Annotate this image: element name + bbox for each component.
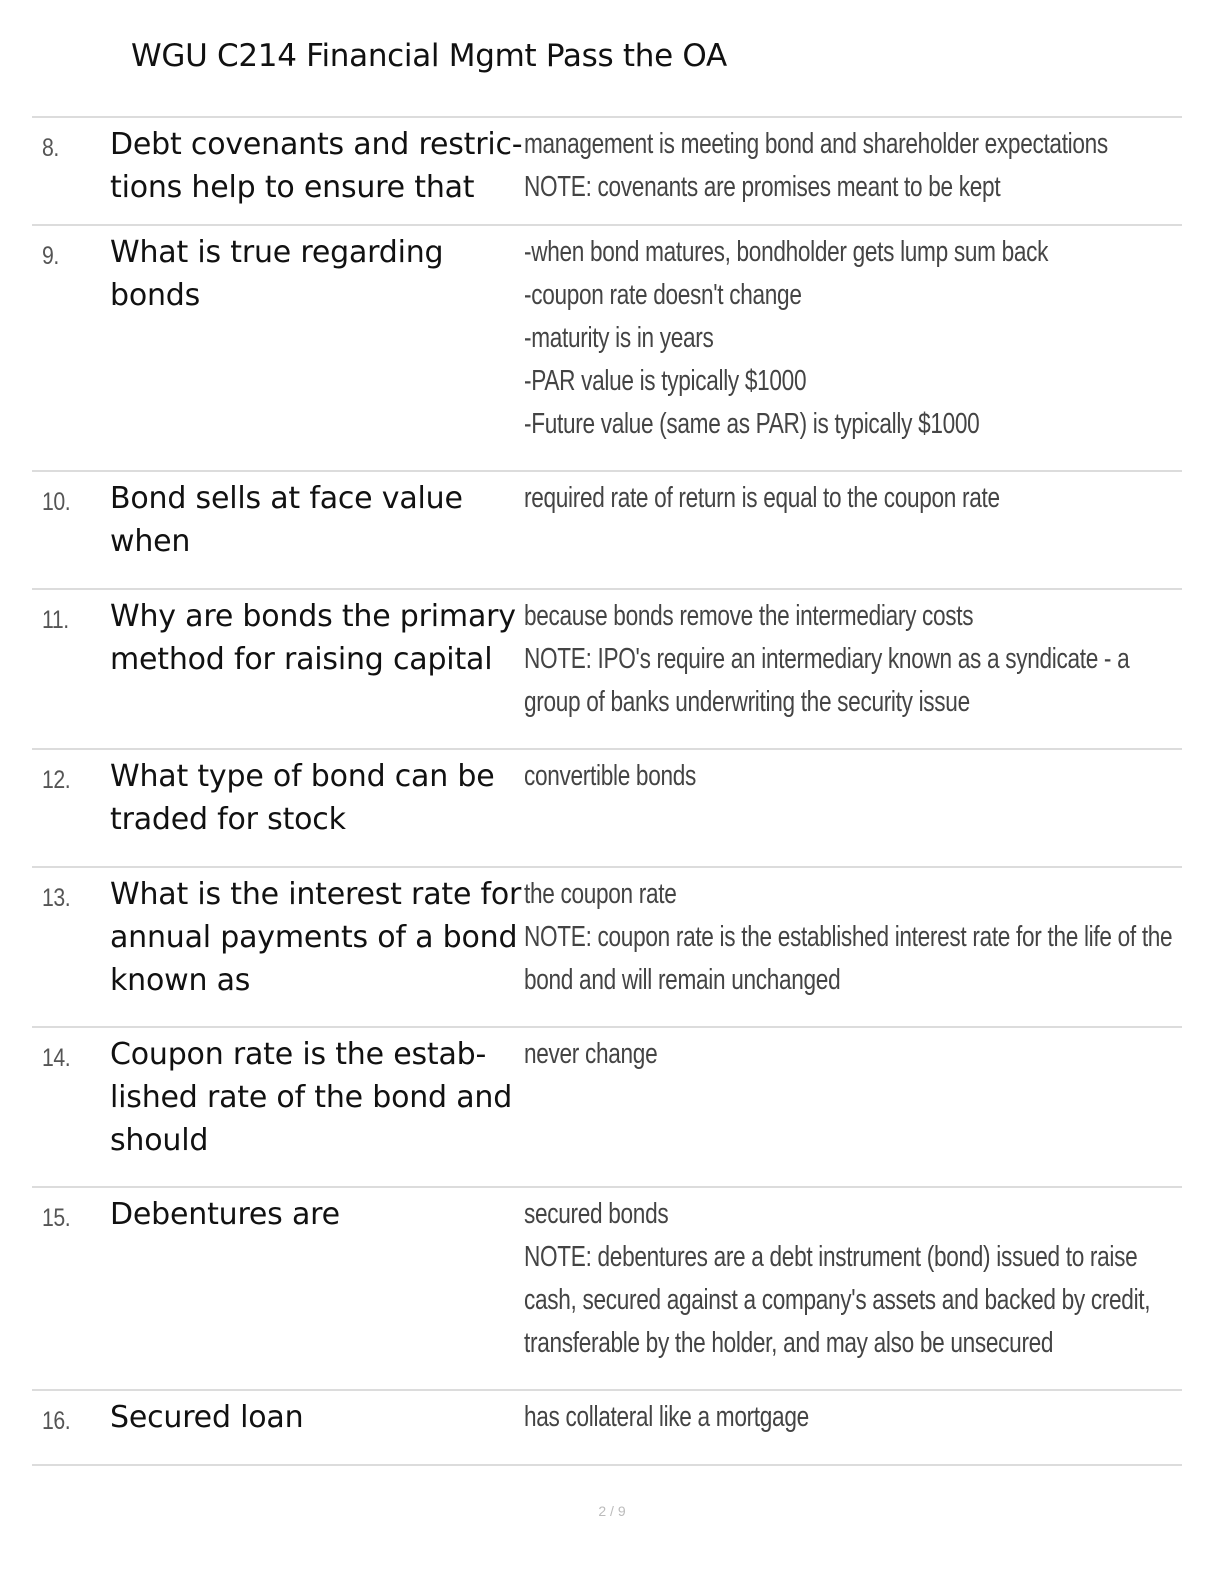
term-line: should (110, 1123, 209, 1158)
card-definition (524, 477, 1164, 520)
term-line: lished rate of the bond and (110, 1080, 513, 1115)
card-number: 12. (42, 766, 71, 794)
definition-line: has collateral like a mortgage (524, 1401, 809, 1433)
card-definition (524, 123, 1164, 209)
term-line: What type of bond can be (110, 759, 495, 794)
term-line: method for raising capital (110, 642, 493, 677)
card-number: 16. (42, 1407, 71, 1435)
term-line: What is the interest rate for (110, 877, 522, 912)
card-term (110, 1033, 520, 1162)
card-number: 13. (42, 884, 71, 912)
term-line: traded for stock (110, 802, 346, 837)
flashcard (32, 590, 1182, 750)
term-line: Coupon rate is the estab- (110, 1037, 487, 1072)
flashcard (32, 118, 1182, 226)
definition-line: NOTE: debentures are a debt instrument (bond) issued to raise (524, 1241, 1138, 1273)
term-line: Debentures are (110, 1197, 340, 1232)
term-line: bonds (110, 278, 201, 313)
flashcard-list (32, 116, 1182, 1466)
flashcard (32, 1028, 1182, 1188)
card-number: 8. (42, 134, 59, 162)
definition-line: convertible bonds (524, 760, 697, 792)
definition-line: group of banks underwriting the security issue (524, 686, 970, 718)
card-term (110, 1396, 520, 1439)
flashcard (32, 1391, 1182, 1466)
card-term (110, 595, 520, 681)
definition-line: NOTE: covenants are promises meant to be kept (524, 171, 1001, 203)
card-term (110, 477, 520, 563)
term-line: tions help to ensure that (110, 170, 475, 205)
term-line: Debt covenants and restric- (110, 127, 523, 162)
definition-line: NOTE: coupon rate is the established interest rate for the life of the (524, 921, 1173, 953)
card-number: 9. (42, 242, 59, 270)
term-line: Secured loan (110, 1400, 304, 1435)
definition-line: -maturity is in years (524, 322, 714, 354)
term-line: What is true regarding (110, 235, 444, 270)
definition-line: bond and will remain unchanged (524, 964, 841, 996)
card-number: 14. (42, 1044, 71, 1072)
term-line: when (110, 524, 191, 559)
page-number: 2 / 9 (598, 1503, 626, 1519)
definition-line: NOTE: IPO's require an intermediary known as a syndicate - a (524, 643, 1130, 675)
flashcard (32, 472, 1182, 590)
term-line: annual payments of a bond (110, 920, 518, 955)
definition-line: -coupon rate doesn't change (524, 279, 802, 311)
card-term (110, 231, 520, 317)
page-title: WGU C214 Financial Mgmt Pass the OA (131, 38, 727, 74)
card-term (110, 755, 520, 841)
term-line: Bond sells at face value (110, 481, 463, 516)
card-definition (524, 1033, 1164, 1076)
card-definition (524, 231, 1164, 446)
definition-line: transferable by the holder, and may also be unsecured (524, 1327, 1054, 1359)
card-definition (524, 755, 1164, 798)
definition-line: management is meeting bond and shareholder expectations (524, 128, 1108, 160)
card-number: 10. (42, 488, 71, 516)
card-definition (524, 1193, 1164, 1365)
card-definition (524, 873, 1173, 1002)
definition-line: never change (524, 1038, 658, 1070)
definition-line: because bonds remove the intermediary costs (524, 600, 974, 632)
flashcard (32, 226, 1182, 472)
flashcard (32, 868, 1182, 1028)
card-number: 15. (42, 1204, 71, 1232)
definition-line: -PAR value is typically $1000 (524, 365, 807, 397)
definition-line: -when bond matures, bondholder gets lump sum back (524, 236, 1049, 268)
card-term (110, 1193, 520, 1236)
definition-line: required rate of return is equal to the coupon rate (524, 482, 1000, 514)
definition-line: secured bonds (524, 1198, 669, 1230)
card-number: 11. (42, 606, 69, 634)
card-term (110, 123, 523, 209)
definition-line: cash, secured against a company's assets and backed by credit, (524, 1284, 1151, 1316)
term-line: known as (110, 963, 251, 998)
card-term (110, 873, 520, 1002)
flashcard (32, 750, 1182, 868)
card-definition (524, 595, 1164, 724)
definition-line: -Future value (same as PAR) is typically $1000 (524, 408, 980, 440)
card-definition (524, 1396, 1164, 1439)
term-line: Why are bonds the primary (110, 599, 516, 634)
flashcard (32, 1188, 1182, 1391)
definition-line: the coupon rate (524, 878, 677, 910)
